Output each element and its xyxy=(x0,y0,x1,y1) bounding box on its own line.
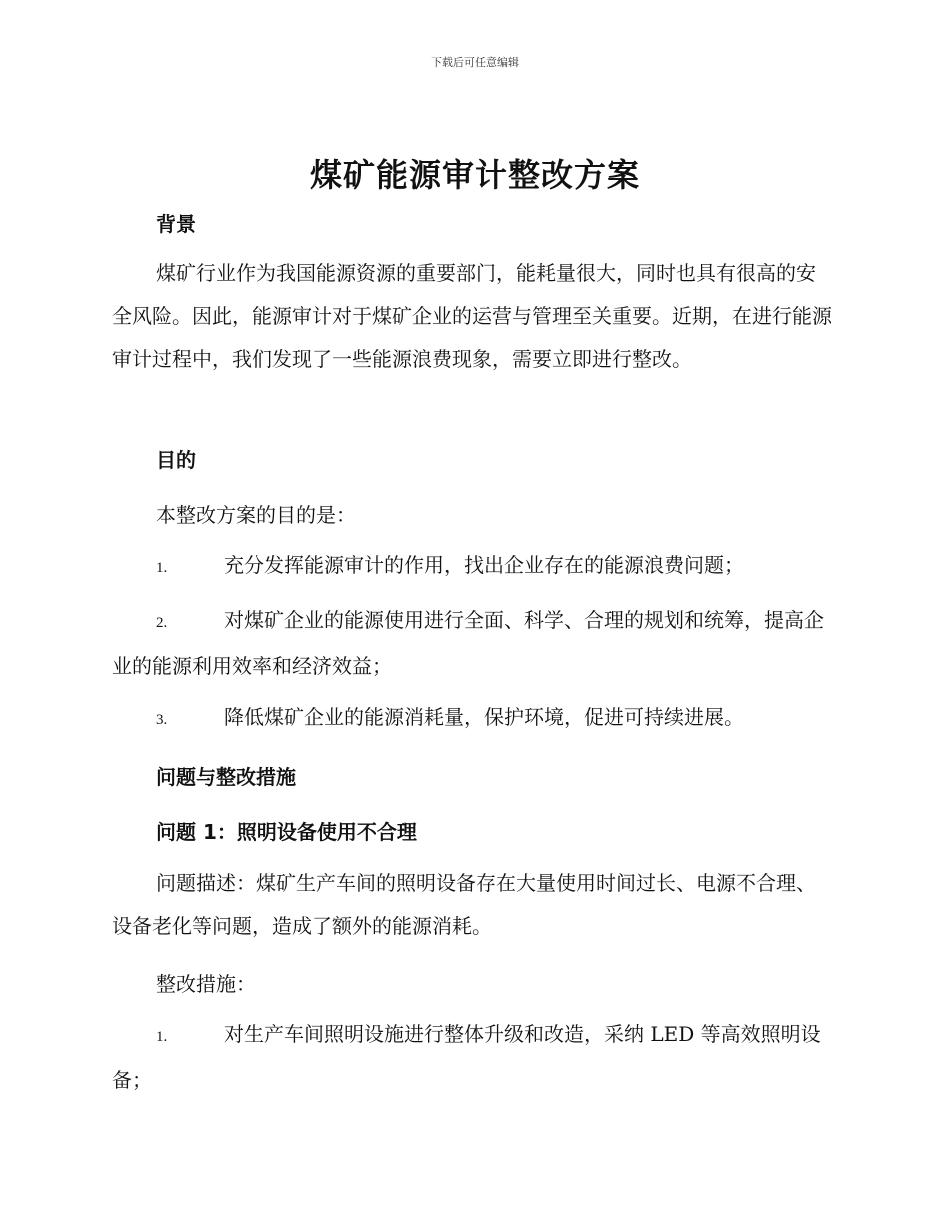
section-heading-background: 背景 xyxy=(156,212,196,236)
list-item-text: 对生产车间照明设施进行整体升级和改造，采纳 LED 等高效照明设备； xyxy=(112,1022,821,1092)
header-note: 下载后可任意编辑 xyxy=(431,56,519,69)
list-number: 3. xyxy=(156,712,168,728)
document-title: 煤矿能源审计整改方案 xyxy=(309,156,640,194)
measures-label: 整改措施： xyxy=(156,972,256,996)
list-item-text: 对煤矿企业的能源使用进行全面、科学、合理的规划和统筹，提高企业的能源利用效率和经济效益； xyxy=(112,608,824,678)
list-number: 1. xyxy=(156,560,168,576)
section-heading-issues: 问题与整改措施 xyxy=(156,765,296,789)
list-number: 1. xyxy=(156,1029,168,1045)
list-item-text: 充分发挥能源审计的作用，找出企业存在的能源浪费问题； xyxy=(224,553,744,577)
purpose-item xyxy=(112,544,834,590)
issue-1-heading: 问题 1：照明设备使用不合理 xyxy=(156,820,417,844)
purpose-intro: 本整改方案的目的是： xyxy=(156,503,356,527)
list-number: 2. xyxy=(156,615,168,631)
background-paragraph: 煤矿行业作为我国能源资源的重要部门，能耗量很大，同时也具有很高的安全风险。因此，能源审计对于煤矿企业的运营与管理至关重要。近期，在进行能源审计过程中，我们发现了一些能源浪费现象，需要立即进行整改。 xyxy=(112,261,832,371)
section-heading-purpose: 目的 xyxy=(156,448,196,472)
issue-1-description: 问题描述：煤矿生产车间的照明设备存在大量使用时间过长、电源不合理、设备老化等问题，造成了额外的能源消耗。 xyxy=(112,871,816,938)
purpose-item xyxy=(112,696,834,742)
list-item-text: 降低煤矿企业的能源消耗量，保护环境，促进可持续进展。 xyxy=(224,705,744,729)
measure-item xyxy=(112,1013,834,1102)
purpose-item xyxy=(112,599,834,688)
